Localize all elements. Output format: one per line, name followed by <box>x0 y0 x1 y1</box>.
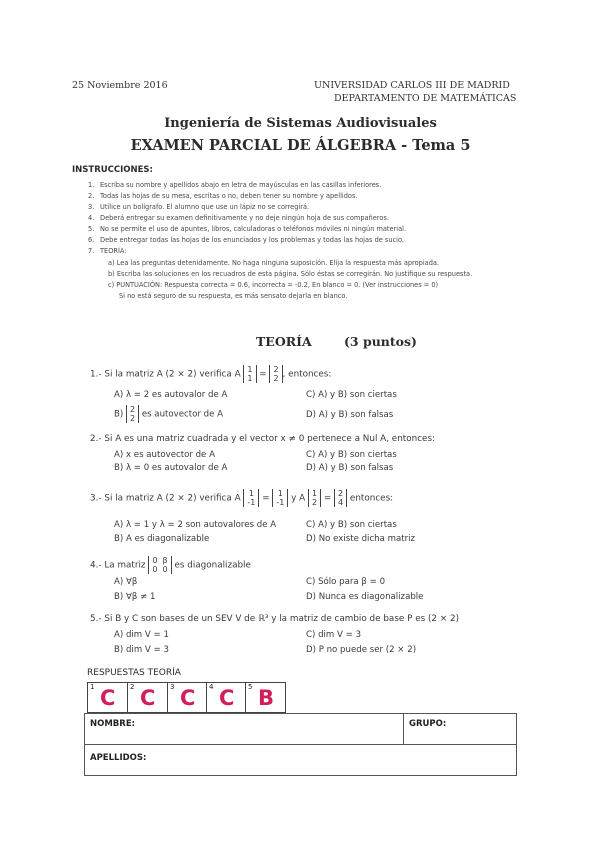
group-label: GRUPO: <box>409 719 447 729</box>
q3-option-c: C) A) y B) son ciertas <box>306 520 397 530</box>
surname-label: APELLIDOS: <box>90 753 147 763</box>
teoria-instructions <box>108 258 472 302</box>
q3-option-a: A) λ = 1 y λ = 2 son autovalores de A <box>114 520 277 530</box>
q2-option-c: C) A) y B) son ciertas <box>306 450 397 460</box>
q1-option-a: A) λ = 2 es autovalor de A <box>114 390 228 400</box>
name-label: NOMBRE: <box>90 719 136 729</box>
q3-option-d: D) No existe dicha matriz <box>306 534 416 544</box>
instruction-item: 5. No se permite el uso de apuntes, libros, calculadoras o teléfonos móviles ni ningún material. <box>88 225 407 233</box>
instruction-item: 1. Escriba su nombre y apellidos abajo en letra de mayúsculas en las casillas inferiores. <box>88 181 382 189</box>
exam-date: 25 Noviembre 2016 <box>72 80 168 91</box>
instruction-item: 3. Utilice un bolígrafo. El alumno que use un lápiz no se corregirá. <box>88 203 310 211</box>
answer-cell[interactable]: 3 C <box>168 683 207 712</box>
instruction-item: 4. Deberá entregar su examen definitivamente y no deje ningún hoja de sus compañeros. <box>88 214 389 222</box>
answer-grid <box>87 682 286 713</box>
q1-option-c: C) A) y B) son ciertas <box>306 390 397 400</box>
instruction-item: 2. Todas las hojas de su mesa, escritas o no, deben tener su nombre y apellidos. <box>88 192 358 200</box>
question-1: 1.- Si la matriz A (2 × 2) verifica A 1 1 = 2 2 , entonces: <box>90 365 332 383</box>
instructions-list <box>88 180 406 257</box>
degree-title: Ingeniería de Sistemas Audiovisuales <box>164 116 437 131</box>
answers-label: RESPUESTAS TEORÍA <box>87 668 181 678</box>
q4-option-c: C) Sólo para β = 0 <box>306 577 386 587</box>
question-5: 5.- Si B y C son bases de un SEV V de ℝ³ y la matriz de cambio de base P es (2 × 2) <box>90 614 460 624</box>
teoria-instruction: c) PUNTUACIÓN: Respuesta correcta = 0.6, incorrecta = -0.2, En blanco = 0. (Ver instrucciones = 0) <box>108 281 439 289</box>
handwritten-answer: B <box>258 686 275 710</box>
q5-option-b: B) dim V = 3 <box>114 645 169 655</box>
surname-box[interactable] <box>84 744 517 776</box>
q1-vector-left: 1 1 <box>243 365 256 383</box>
q3-vector-4: 2 4 <box>334 489 347 507</box>
teoria-points: (3 puntos) <box>344 334 417 349</box>
q1-vector-right: 2 2 <box>269 365 282 383</box>
q3-option-b: B) A es diagonalizable <box>114 534 210 544</box>
q1-option-b-vector: 2 2 <box>126 405 139 423</box>
question-3: 3.- Si la matriz A (2 × 2) verifica A 1 -1 = 1 -1 y A 1 2 = 2 4 entonces: <box>90 489 394 507</box>
q3-vector-2: 1 -1 <box>272 489 288 507</box>
q3-vector-3: 1 2 <box>308 489 321 507</box>
answer-cell[interactable]: 4 C <box>207 683 246 712</box>
q4-matrix: 0 β 0 0 <box>148 556 171 574</box>
answer-cell[interactable]: 5 B <box>248 683 275 710</box>
q5-option-a: A) dim V = 1 <box>114 630 169 640</box>
instruction-item: 6. Debe entregar todas las hojas de los enunciados y los problemas y todas las hojas de sucio. <box>88 236 404 244</box>
instructions-heading: INSTRUCCIONES: <box>72 165 153 175</box>
handwritten-answer: C <box>140 686 156 710</box>
name-box[interactable] <box>84 713 517 745</box>
teoria-instruction: a) Lea las preguntas detenidamente. No haga ninguna suposición. Elija la respuesta más apropiada. <box>108 259 440 267</box>
answer-cell[interactable]: 1 C <box>88 683 128 712</box>
q4-option-d: D) Nunca es diagonalizable <box>306 592 424 602</box>
instruction-item: 7. TEORÍA: <box>88 247 127 255</box>
q1-option-b: B) 2 2 es autovector de A <box>114 405 223 423</box>
q2-option-b: B) λ = 0 es autovalor de A <box>114 463 228 473</box>
q5-option-c: C) dim V = 3 <box>306 630 362 640</box>
q2-option-a: A) x es autovector de A <box>114 450 215 460</box>
answer-cell[interactable]: 2 C <box>128 683 168 712</box>
exam-title: EXAMEN PARCIAL DE ÁLGEBRA - Tema 5 <box>130 137 471 154</box>
q3-vector-1: 1 -1 <box>243 489 259 507</box>
teoria-instruction: Si no está seguro de su respuesta, es más sensato dejarla en blanco. <box>119 292 348 300</box>
question-4: 4.- La matriz 0 β 0 0 es diagonalizable <box>90 556 251 574</box>
q5-option-d: D) P no puede ser (2 × 2) <box>306 645 417 655</box>
q4-option-a: A) ∀β <box>114 577 138 587</box>
handwritten-answer: C <box>100 686 116 710</box>
teoria-title: TEORÍA <box>256 334 312 349</box>
teoria-instruction: b) Escriba las soluciones en los recuadros de esta página. Sólo éstas se corregirán. No justifique su respuesta. <box>108 270 473 278</box>
q1-option-d: D) A) y B) son falsas <box>306 410 394 420</box>
q4-option-b: B) ∀β ≠ 1 <box>114 592 156 602</box>
handwritten-answer: C <box>180 686 196 710</box>
university-name: UNIVERSIDAD CARLOS III DE MADRID <box>314 80 510 91</box>
divider <box>403 714 404 744</box>
q2-option-d: D) A) y B) son falsas <box>306 463 394 473</box>
question-2: 2.- Si A es una matriz cuadrada y el vector x ≠ 0 pertenece a Nul A, entonces: <box>90 434 435 444</box>
handwritten-answer: C <box>219 686 235 710</box>
department-name: DEPARTAMENTO DE MATEMÁTICAS <box>334 93 517 104</box>
